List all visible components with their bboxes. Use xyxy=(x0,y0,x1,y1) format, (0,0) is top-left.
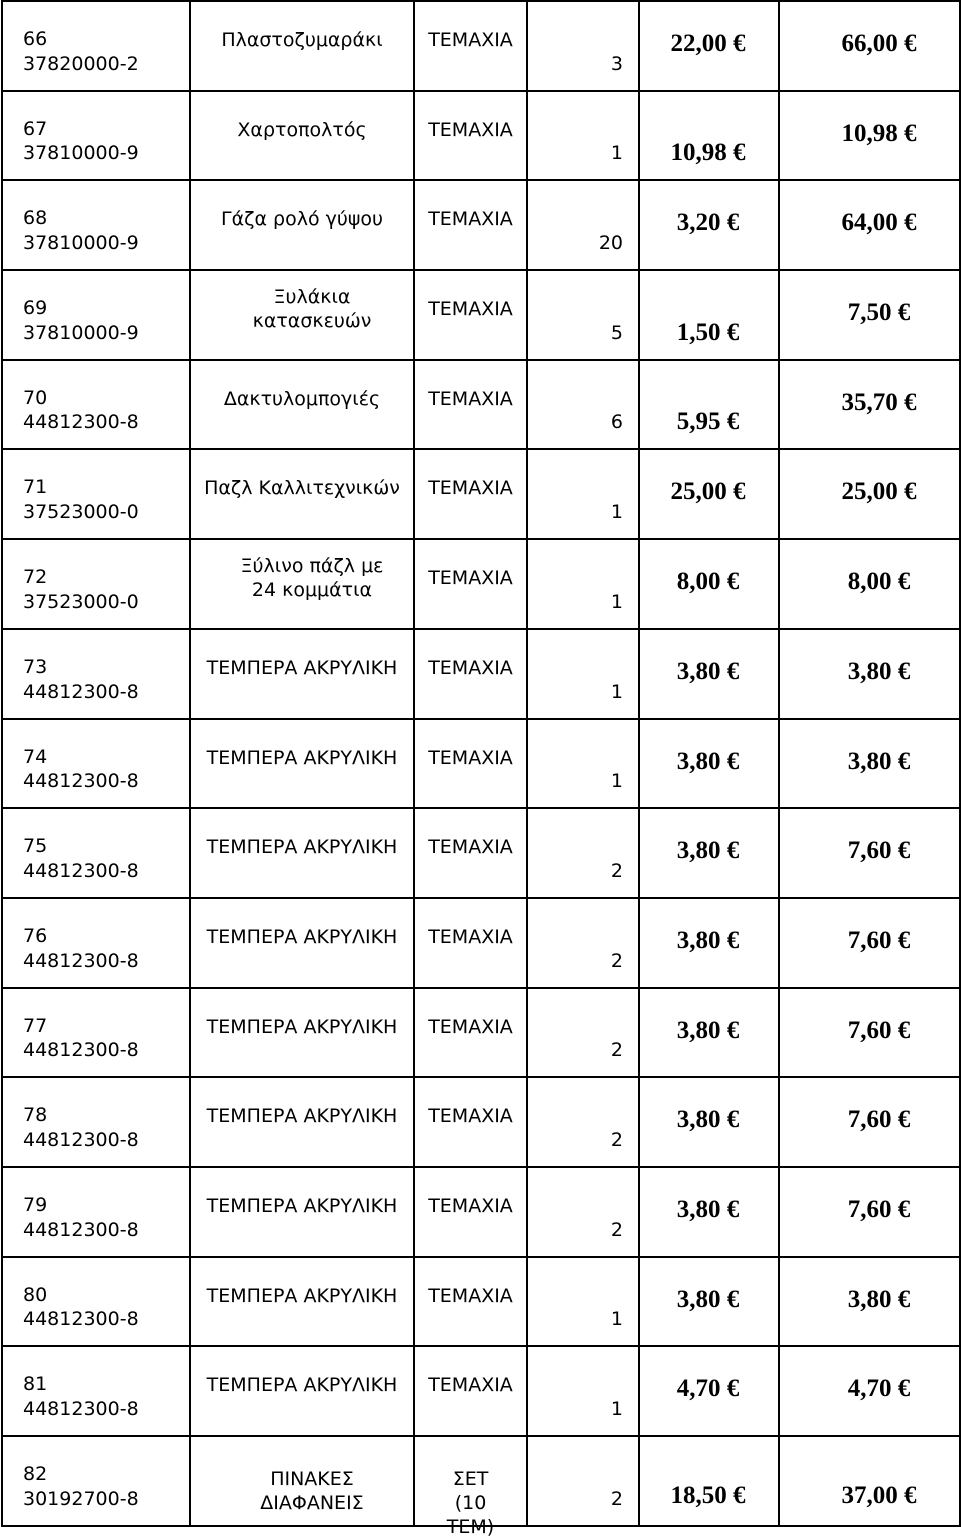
unit-cell xyxy=(414,180,527,270)
quantity: 2 xyxy=(610,949,623,972)
row-number: 68 xyxy=(23,207,48,230)
quantity-cell xyxy=(527,1257,639,1347)
table-row xyxy=(2,719,960,809)
row-number-cell xyxy=(2,1167,190,1257)
quantity: 2 xyxy=(610,1128,623,1151)
quantity: 1 xyxy=(610,142,623,165)
table-row xyxy=(2,180,960,270)
row-number: 73 xyxy=(23,655,48,678)
unit-price: 3,80 € xyxy=(676,1106,740,1134)
table-row xyxy=(2,270,960,360)
table-row xyxy=(2,1257,960,1347)
unit-price: 18,50 € xyxy=(670,1482,746,1509)
total-price: 3,80 € xyxy=(847,657,911,685)
row-number-cell xyxy=(2,808,190,898)
total-price: 10,98 € xyxy=(841,119,917,147)
row-number: 82 xyxy=(23,1463,48,1485)
quantity: 1 xyxy=(610,680,623,703)
row-number: 78 xyxy=(23,1104,48,1127)
unit-price: 1,50 € xyxy=(676,318,740,346)
row-number: 77 xyxy=(23,1014,48,1037)
unit-price: 3,80 € xyxy=(676,926,740,954)
total-price: 64,00 € xyxy=(841,209,917,237)
cpv-code: 44812300-8 xyxy=(23,411,139,434)
description-cell xyxy=(190,808,414,898)
row-number-cell xyxy=(2,449,190,539)
unit-cell xyxy=(414,719,527,809)
item-description: ΤΕΜΠΕΡΑ ΑΚΡΥΛΙΚΗ xyxy=(206,1015,398,1038)
total-price: 7,60 € xyxy=(847,837,911,865)
description-cell xyxy=(190,1,414,91)
unit-price-cell xyxy=(639,898,779,988)
item-description: ΤΕΜΠΕΡΑ ΑΚΡΥΛΙΚΗ xyxy=(206,656,398,679)
description-cell xyxy=(190,270,414,360)
unit-of-measure: ΤΕΜΑΧΙΑ xyxy=(428,1194,513,1217)
total-price: 4,70 € xyxy=(847,1375,911,1403)
total-price: 3,80 € xyxy=(847,747,911,775)
unit-price-cell xyxy=(639,1077,779,1167)
total-price: 7,60 € xyxy=(847,1195,911,1223)
unit-price-cell xyxy=(639,91,779,181)
cpv-code: 37820000-2 xyxy=(23,52,139,75)
quantity: 5 xyxy=(610,321,623,344)
total-price-cell xyxy=(779,1077,960,1167)
row-number-cell xyxy=(2,719,190,809)
unit-of-measure: ΤΕΜΑΧΙΑ xyxy=(428,1284,513,1307)
row-number-cell xyxy=(2,1346,190,1436)
cpv-code: 30192700-8 xyxy=(23,1487,139,1510)
total-price: 25,00 € xyxy=(841,478,917,506)
total-price-cell xyxy=(779,1,960,91)
row-number-cell xyxy=(2,1077,190,1167)
table-row xyxy=(2,449,960,539)
quantity: 2 xyxy=(610,859,623,882)
unit-cell xyxy=(414,629,527,719)
unit-cell xyxy=(414,539,527,629)
row-number-cell xyxy=(2,360,190,450)
item-description: ΤΕΜΠΕΡΑ ΑΚΡΥΛΙΚΗ xyxy=(206,836,398,859)
description-cell xyxy=(190,91,414,181)
row-number-cell xyxy=(2,898,190,988)
row-number-cell xyxy=(2,988,190,1078)
item-description: Γάζα ρολό γύψου xyxy=(221,208,383,231)
row-number: 71 xyxy=(23,476,48,499)
quantity: 1 xyxy=(610,501,623,524)
quantity: 2 xyxy=(610,1218,623,1241)
item-description: Χαρτοπολτός xyxy=(237,118,367,141)
cpv-code: 44812300-8 xyxy=(23,1308,139,1331)
unit-price-cell xyxy=(639,808,779,898)
cpv-code: 37810000-9 xyxy=(23,321,139,344)
item-description: ΤΕΜΠΕΡΑ ΑΚΡΥΛΙΚΗ xyxy=(206,1194,398,1217)
total-price-cell xyxy=(779,898,960,988)
row-number-cell xyxy=(2,180,190,270)
quantity-cell xyxy=(527,270,639,360)
item-description: Πλαστοζυμαράκι xyxy=(221,29,383,51)
unit-price-cell xyxy=(639,360,779,450)
row-number: 72 xyxy=(23,566,48,589)
cpv-code: 44812300-8 xyxy=(23,859,139,882)
cpv-code: 44812300-8 xyxy=(23,1398,139,1420)
row-number-cell xyxy=(2,1,190,91)
total-price-cell xyxy=(779,1346,960,1436)
total-price: 7,60 € xyxy=(847,926,911,954)
unit-of-measure: ΤΕΜΑΧΙΑ xyxy=(428,1374,513,1397)
total-price-cell xyxy=(779,360,960,450)
total-price-cell xyxy=(779,719,960,809)
total-price: 7,60 € xyxy=(847,1106,911,1134)
total-price-cell xyxy=(779,91,960,181)
description-cell xyxy=(190,1346,414,1436)
item-description: ΤΕΜΠΕΡΑ ΑΚΡΥΛΙΚΗ xyxy=(206,746,398,769)
row-number: 75 xyxy=(23,835,48,858)
table-row xyxy=(2,539,960,629)
unit-of-measure: ΤΕΜΑΧΙΑ xyxy=(428,1015,513,1038)
quantity-cell xyxy=(527,1167,639,1257)
unit-price-cell xyxy=(639,719,779,809)
quantity-cell xyxy=(527,629,639,719)
row-number-cell xyxy=(2,1436,190,1526)
table-row xyxy=(2,360,960,450)
total-price-cell xyxy=(779,180,960,270)
unit-price: 3,80 € xyxy=(676,837,740,865)
total-price-cell xyxy=(779,1257,960,1347)
quantity-cell xyxy=(527,180,639,270)
unit-price-cell xyxy=(639,1,779,91)
quantity: 2 xyxy=(610,1039,623,1062)
unit-price: 3,80 € xyxy=(676,747,740,775)
description-cell xyxy=(190,898,414,988)
unit-price-cell xyxy=(639,1167,779,1257)
cpv-code: 37523000-0 xyxy=(23,501,139,524)
unit-of-measure: ΤΕΜΑΧΙΑ xyxy=(428,656,513,679)
total-price: 7,60 € xyxy=(847,1016,911,1044)
unit-cell xyxy=(414,1,527,91)
unit-cell xyxy=(414,1257,527,1347)
quantity: 2 xyxy=(610,1487,623,1510)
quantity-cell xyxy=(527,1436,639,1526)
unit-price: 3,80 € xyxy=(676,1016,740,1044)
item-description: ΤΕΜΠΕΡΑ ΑΚΡΥΛΙΚΗ xyxy=(206,1374,398,1397)
table-row xyxy=(2,1,960,91)
unit-price: 22,00 € xyxy=(670,30,746,57)
unit-price-cell xyxy=(639,539,779,629)
total-price: 66,00 € xyxy=(841,30,917,57)
item-description: Ξύλινο πάζλ με 24 κομμάτια xyxy=(240,555,384,602)
cpv-code: 44812300-8 xyxy=(23,680,139,703)
description-cell xyxy=(190,988,414,1078)
unit-of-measure: ΤΕΜΑΧΙΑ xyxy=(428,746,513,769)
description-cell xyxy=(190,1077,414,1167)
unit-price-cell xyxy=(639,180,779,270)
unit-cell xyxy=(414,360,527,450)
unit-of-measure: ΤΕΜΑΧΙΑ xyxy=(428,477,513,500)
quantity-cell xyxy=(527,360,639,450)
table-row xyxy=(2,91,960,181)
quantity: 1 xyxy=(610,1308,623,1331)
row-number: 81 xyxy=(23,1373,48,1396)
table-row xyxy=(2,1436,960,1526)
row-number: 66 xyxy=(23,28,48,50)
description-cell xyxy=(190,539,414,629)
total-price-cell xyxy=(779,629,960,719)
quantity-cell xyxy=(527,1,639,91)
cpv-code: 44812300-8 xyxy=(23,1039,139,1062)
quantity-cell xyxy=(527,1077,639,1167)
unit-price-cell xyxy=(639,1346,779,1436)
unit-of-measure: ΤΕΜΑΧΙΑ xyxy=(428,925,513,948)
item-description: Παζλ Καλλιτεχνικών xyxy=(204,477,400,500)
row-number: 69 xyxy=(23,297,48,320)
item-description: ΤΕΜΠΕΡΑ ΑΚΡΥΛΙΚΗ xyxy=(206,1105,398,1128)
table-row xyxy=(2,1077,960,1167)
table-row xyxy=(2,629,960,719)
row-number-cell xyxy=(2,539,190,629)
table-row xyxy=(2,988,960,1078)
unit-cell xyxy=(414,1346,527,1436)
quantity: 1 xyxy=(610,590,623,613)
unit-of-measure: ΤΕΜΑΧΙΑ xyxy=(428,387,513,410)
item-description: Δακτυλομπογιές xyxy=(223,387,381,410)
unit-price-cell xyxy=(639,1257,779,1347)
total-price: 37,00 € xyxy=(841,1482,917,1509)
cpv-code: 44812300-8 xyxy=(23,1218,139,1241)
quantity-cell xyxy=(527,539,639,629)
unit-of-measure: ΤΕΜΑΧΙΑ xyxy=(428,208,513,231)
quantity-cell xyxy=(527,988,639,1078)
quantity-cell xyxy=(527,719,639,809)
row-number: 67 xyxy=(23,117,48,140)
unit-price-cell xyxy=(639,1436,779,1526)
row-number-cell xyxy=(2,629,190,719)
quantity: 3 xyxy=(610,52,623,75)
row-number-cell xyxy=(2,91,190,181)
items-table-body xyxy=(2,1,960,1538)
unit-of-measure: ΤΕΜΑΧΙΑ xyxy=(428,118,513,141)
row-number: 80 xyxy=(23,1283,48,1306)
table-row xyxy=(2,808,960,898)
quantity-cell xyxy=(527,1346,639,1436)
cpv-code: 37810000-9 xyxy=(23,142,139,165)
unit-of-measure: ΤΕΜΑΧΙΑ xyxy=(428,836,513,859)
unit-price: 3,80 € xyxy=(676,657,740,685)
total-price-cell xyxy=(779,988,960,1078)
unit-cell xyxy=(414,1436,527,1538)
row-number: 74 xyxy=(23,745,48,768)
unit-of-measure: ΤΕΜΑΧΙΑ xyxy=(428,29,513,51)
table-row xyxy=(2,898,960,988)
unit-cell xyxy=(414,270,527,360)
unit-price: 5,95 € xyxy=(676,408,740,436)
unit-cell xyxy=(414,808,527,898)
unit-cell xyxy=(414,91,527,181)
row-number-cell xyxy=(2,1257,190,1347)
row-number: 79 xyxy=(23,1193,48,1216)
unit-price: 3,80 € xyxy=(676,1285,740,1313)
total-price: 35,70 € xyxy=(841,388,917,416)
total-price-cell xyxy=(779,1436,960,1526)
total-price-cell xyxy=(779,539,960,629)
unit-price: 25,00 € xyxy=(670,478,746,506)
unit-cell xyxy=(414,988,527,1078)
quantity-cell xyxy=(527,898,639,988)
unit-price-cell xyxy=(639,449,779,539)
description-cell xyxy=(190,360,414,450)
unit-price: 3,20 € xyxy=(676,209,740,237)
quantity-cell xyxy=(527,91,639,181)
quantity: 1 xyxy=(610,770,623,793)
unit-of-measure: ΤΕΜΑΧΙΑ xyxy=(428,1105,513,1128)
cpv-code: 44812300-8 xyxy=(23,949,139,972)
unit-price: 3,80 € xyxy=(676,1195,740,1223)
unit-price: 10,98 € xyxy=(670,139,746,167)
unit-price: 4,70 € xyxy=(676,1375,740,1403)
total-price-cell xyxy=(779,808,960,898)
row-number: 70 xyxy=(23,386,48,409)
unit-price-cell xyxy=(639,270,779,360)
item-description: Ξυλάκια κατασκευών xyxy=(252,286,372,333)
cpv-code: 44812300-8 xyxy=(23,1128,139,1151)
unit-of-measure: ΤΕΜΑΧΙΑ xyxy=(428,298,513,321)
items-table xyxy=(1,0,961,1538)
quantity: 20 xyxy=(598,232,623,255)
cpv-code: 37810000-9 xyxy=(23,232,139,255)
item-description: ΠΙΝΑΚΕΣ ΔΙΑΦΑΝΕΙΣ xyxy=(260,1468,364,1514)
unit-of-measure: ΤΕΜΑΧΙΑ xyxy=(428,567,513,590)
cpv-code: 37523000-0 xyxy=(23,590,139,613)
unit-of-measure: ΣΕΤ (10 ΤΕΜ) xyxy=(446,1468,495,1538)
total-price-cell xyxy=(779,1167,960,1257)
row-number-cell xyxy=(2,270,190,360)
unit-cell xyxy=(414,898,527,988)
item-description: ΤΕΜΠΕΡΑ ΑΚΡΥΛΙΚΗ xyxy=(206,925,398,948)
unit-price-cell xyxy=(639,988,779,1078)
cpv-code: 44812300-8 xyxy=(23,770,139,793)
unit-price-cell xyxy=(639,629,779,719)
total-price: 3,80 € xyxy=(847,1285,911,1313)
table-row xyxy=(2,1346,960,1436)
description-cell xyxy=(190,449,414,539)
row-number: 76 xyxy=(23,924,48,947)
description-cell xyxy=(190,719,414,809)
description-cell xyxy=(190,1436,414,1526)
quantity-cell xyxy=(527,449,639,539)
unit-cell xyxy=(414,1167,527,1257)
description-cell xyxy=(190,629,414,719)
unit-price: 8,00 € xyxy=(676,568,740,596)
quantity: 1 xyxy=(610,1398,623,1420)
item-description: ΤΕΜΠΕΡΑ ΑΚΡΥΛΙΚΗ xyxy=(206,1284,398,1307)
table-row xyxy=(2,1167,960,1257)
total-price: 8,00 € xyxy=(847,568,911,596)
unit-cell xyxy=(414,449,527,539)
unit-cell xyxy=(414,1077,527,1167)
quantity-cell xyxy=(527,808,639,898)
description-cell xyxy=(190,180,414,270)
total-price: 7,50 € xyxy=(847,299,911,327)
total-price-cell xyxy=(779,449,960,539)
total-price-cell xyxy=(779,270,960,360)
description-cell xyxy=(190,1167,414,1257)
description-cell xyxy=(190,1257,414,1347)
quantity: 6 xyxy=(610,411,623,434)
